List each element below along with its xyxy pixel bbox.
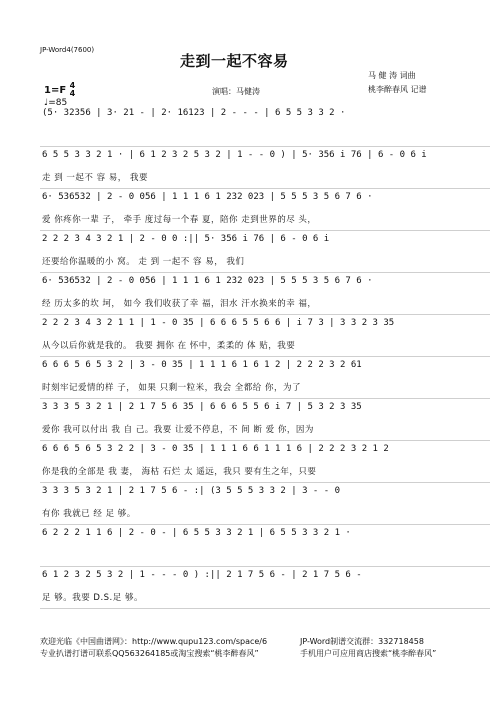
score-system (0, 444, 500, 482)
footer-mobile: 手机用户可应用商店搜索“桃李醉春风” (300, 649, 437, 658)
key-signature (44, 82, 75, 98)
system-divider (40, 440, 490, 441)
footer-contact: 专业扒谱打谱可联系QQ563264185或淘宝搜索“桃李醉春风” (40, 649, 259, 658)
lyrics-line: 走 到 一起不 容 易， 我要 (42, 173, 149, 183)
score-system (0, 570, 500, 608)
score-system (0, 108, 500, 146)
notation-line: 3 3 3 5 3 2 1 | 2 1 7 5 6 35 | 6 6 6 5 5 6 i 7 | 5 3 2 3 35 (42, 402, 362, 412)
lyrics-line: 爱你 我可以付出 我 自 己。我要 让爱不停息，不 间 断 爱 你，因为 (42, 425, 314, 435)
lyrics-line (42, 549, 490, 563)
system-divider (40, 482, 490, 483)
lyrics-line: 你是我的全部是 我 妻， 海枯 石烂 太 遥远，我只 要有生之年，只要 (42, 467, 317, 477)
notation-line: 6 6 6 5 6 5 3 2 | 3 - 0 35 | 1 1 1 6 1 6 1 2 | 2 2 2 3 2 61 (42, 360, 362, 370)
lyrics-line: 还要给你温暖的小 窝。 走 到 一起不 容 易， 我们 (42, 257, 245, 267)
notation-line: 2 2 2 3 4 3 2 1 | 2 - 0 0 :|| 5· 356 i 76 | 6 - 0 6 i (42, 234, 330, 244)
system-divider (40, 524, 490, 525)
score-system (0, 234, 500, 272)
transcriber-credit: 桃李醉春风 记谱 (368, 85, 427, 94)
footer-site-link[interactable]: 欢迎光临《中国曲谱网》：http://www.qupu123.com/space/6 (40, 637, 268, 646)
lyrics-line: 爱 你疼你一辈 子， 牵手 度过每一个春 夏，陪你 走到世界的尽 头， (42, 215, 317, 225)
system-divider (40, 566, 490, 567)
lyricist-credit: 马 健 涛 词曲 (368, 71, 416, 80)
system-divider (40, 356, 490, 357)
lyrics-line: 经 历太多的坎 坷， 如今 我们收获了幸 福，泪水 汗水换来的幸 福， (42, 299, 317, 309)
time-sig-top: 4 (69, 81, 76, 90)
lyrics-line: 有你 我就已 经 足 够。 (42, 509, 136, 519)
time-sig-bottom: 4 (69, 89, 76, 98)
score-system (0, 528, 500, 566)
system-divider (40, 314, 490, 315)
notation-line: 6· 536532 | 2 - 0 056 | 1 1 1 6 1 232 023 | 5 5 5 3 5 6 7 6 · (42, 192, 373, 202)
lyrics-line: 时刻牢记爱情的样 子， 如果 只剩一粒米，我会 全都给 你，为了 (42, 383, 302, 393)
score-system (0, 402, 500, 440)
footer-group: JP-Word制谱交流群：332718458 (300, 637, 424, 646)
score-system (0, 276, 500, 314)
lyrics-line: 从今以后你就是我的。 我要 拥你 在 怀中，柔柔的 体 贴，我要 (42, 341, 296, 351)
system-divider (40, 230, 490, 231)
score-system (0, 360, 500, 398)
notation-line: 6 2 2 2 1 1 6 | 2 - 0 - | 6 5 5 3 3 2 1 | 6 5 5 3 3 2 1 · (42, 528, 351, 538)
notation-line: 2 2 2 3 4 3 2 1 1 | 1 - 0 35 | 6 6 6 5 5 6 6 | i 7 3 | 3 3 2 3 35 (42, 318, 395, 328)
notation-line: 6 1 2 3 2 5 3 2 | 1 - - - 0 ) :|| 2 1 7 5 6 - | 2 1 7 5 6 - (42, 570, 362, 580)
tempo-marking: ♩=85 (44, 98, 68, 108)
program-tag: JP-Word4(7600) (40, 46, 95, 54)
system-divider (40, 188, 490, 189)
score-system (0, 192, 500, 230)
notation-line: 6 5 5 3 3 2 1 · | 6 1 2 3 2 5 3 2 | 1 - - 0 ) | 5· 356 i 76 | 6 - 0 6 i (42, 150, 427, 160)
system-divider (40, 272, 490, 273)
score-system (0, 486, 500, 524)
system-divider (40, 146, 490, 147)
lyrics-line (42, 129, 490, 143)
key-label: 1=F (44, 85, 67, 96)
notation-line: 6· 536532 | 2 - 0 056 | 1 1 1 6 1 232 023 | 5 5 5 3 5 6 7 6 · (42, 276, 373, 286)
system-divider (40, 608, 490, 609)
notation-line: 3 3 3 5 3 2 1 | 2 1 7 5 6 - :| (3 5 5 5 3 3 2 | 3 - - 0 (42, 486, 341, 496)
page-title: 走到一起不容易 (180, 52, 289, 70)
system-divider (40, 398, 490, 399)
time-signature (70, 82, 76, 98)
lyrics-line: 足 够。我要 D.S.足 够。 (42, 593, 143, 603)
singer-credit: 演唱：马健涛 (212, 87, 260, 96)
score-system (0, 150, 500, 188)
notation-line: (5· 32356 | 3· 21 - | 2· 16123 | 2 - - - | 6 5 5 3 3 2 · (42, 108, 346, 118)
score-system (0, 318, 500, 356)
notation-line: 6 6 6 5 6 5 3 2 2 | 3 - 0 35 | 1 1 1 6 6 1 1 1 6 | 2 2 2 3 2 1 2 (42, 444, 389, 454)
